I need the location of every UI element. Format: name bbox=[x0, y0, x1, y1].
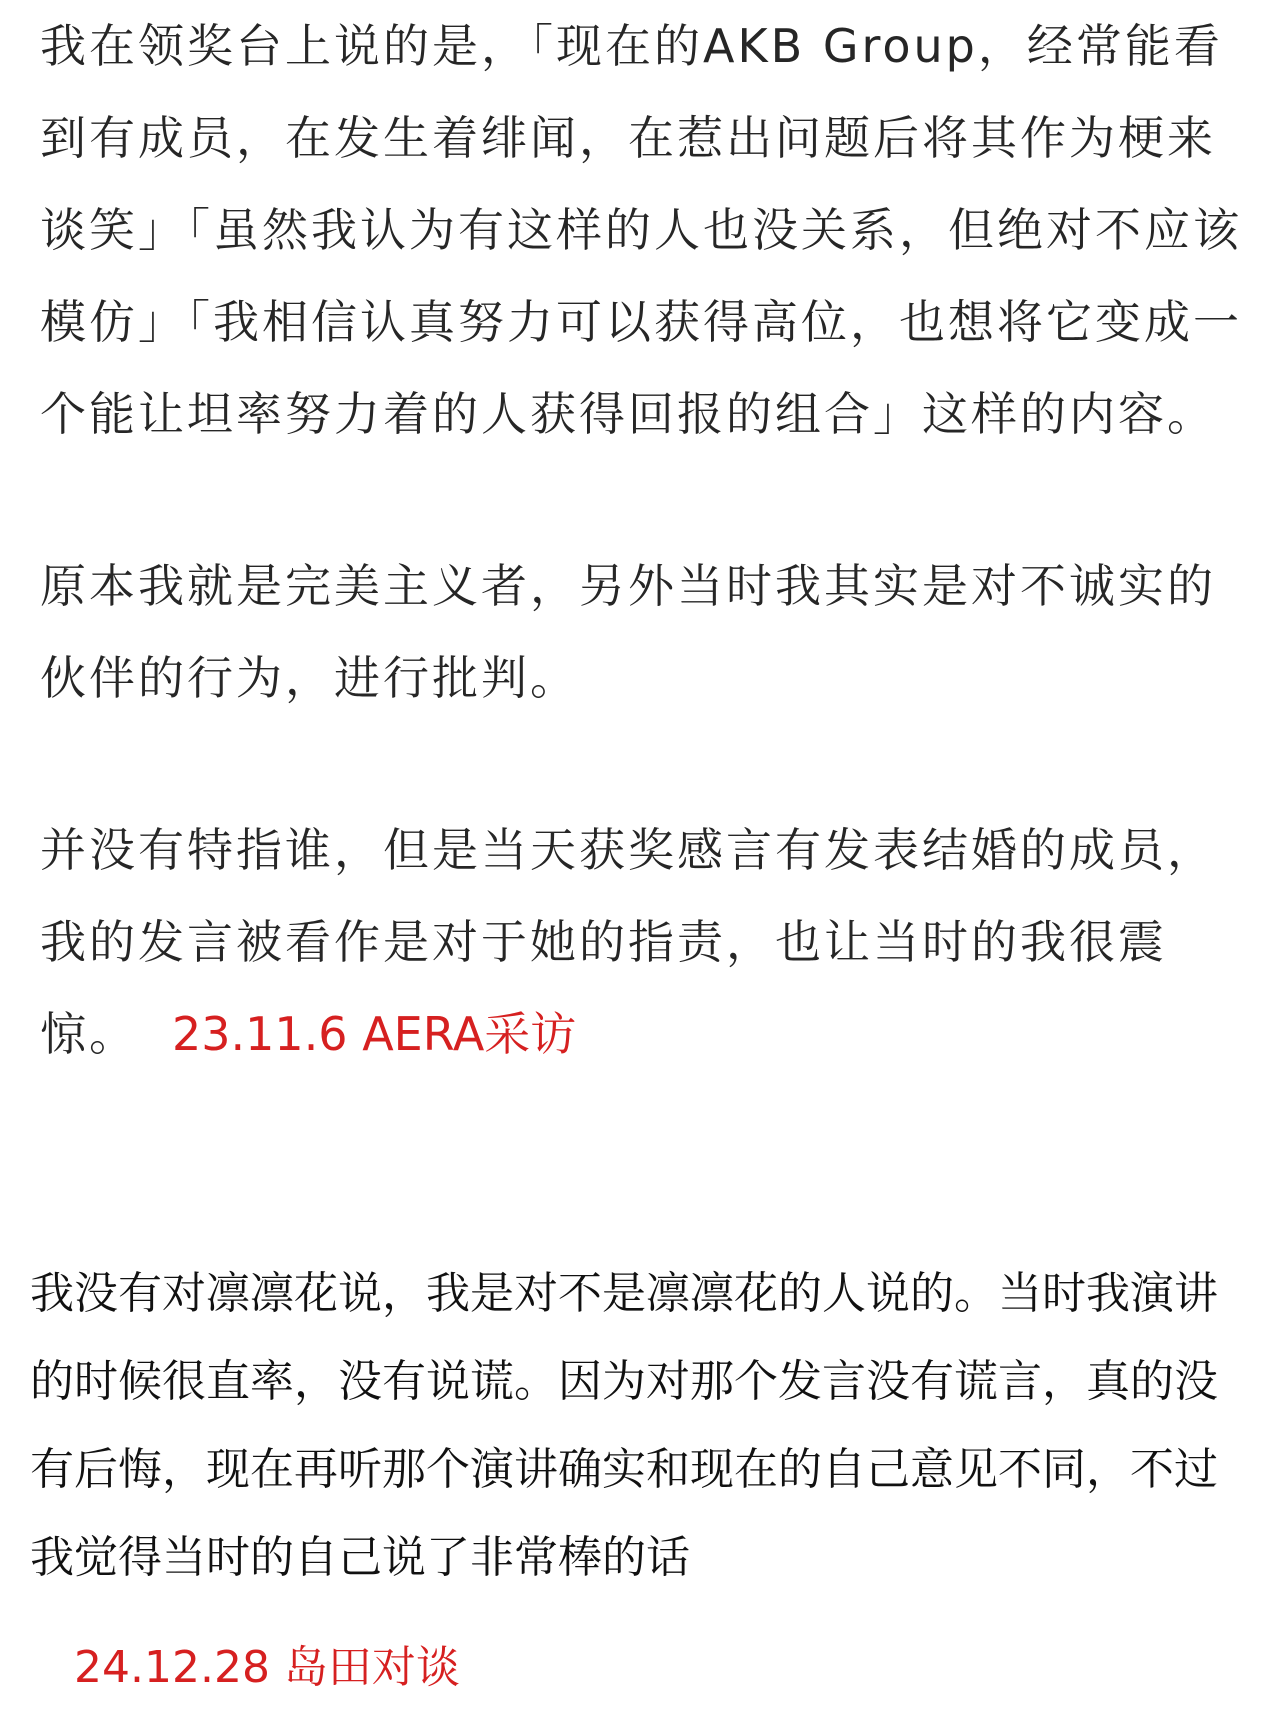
paragraph-no-target-text: 并没有特指谁，但是当天获奖感言有发表结婚的成员，我的发言被看作是对于她的指责，也让当时的我很震惊。 bbox=[40, 823, 1216, 1061]
paragraph-no-target bbox=[40, 804, 1260, 1080]
paragraph-award-speech: 我在领奖台上说的是，「现在的AKB Group，经常能看到有成员，在发生着绯闻，在惹出问题后将其作为梗来谈笑」「虽然我认为有这样的人也没关系，但绝对不应该模仿」「我相信认真努力可以获得高位，也想将它变成一个能让坦率努力着的人获得回报的组合」这样的内容。 bbox=[40, 19, 1242, 441]
interview-excerpt-aera bbox=[40, 0, 1260, 1080]
dialogue-excerpt-shimada bbox=[30, 1250, 1260, 1712]
source-citation-aera: 23.11.6 AERA采访 bbox=[172, 1007, 577, 1061]
source-citation-shimada: 24.12.28 岛田对谈 bbox=[74, 1642, 460, 1693]
paragraph-perfectionist: 原本我就是完美主义者，另外当时我其实是对不诚实的伙伴的行为，进行批判。 bbox=[40, 559, 1216, 705]
paragraph-no-regret: 我没有对凛凛花说，我是对不是凛凛花的人说的。当时我演讲的时候很直率，没有说谎。因为对那个发言没有谎言，真的没有后悔，现在再听那个演讲确实和现在的自己意见不同，不过我觉得当时的自己说了非常棒的话 bbox=[30, 1268, 1218, 1583]
